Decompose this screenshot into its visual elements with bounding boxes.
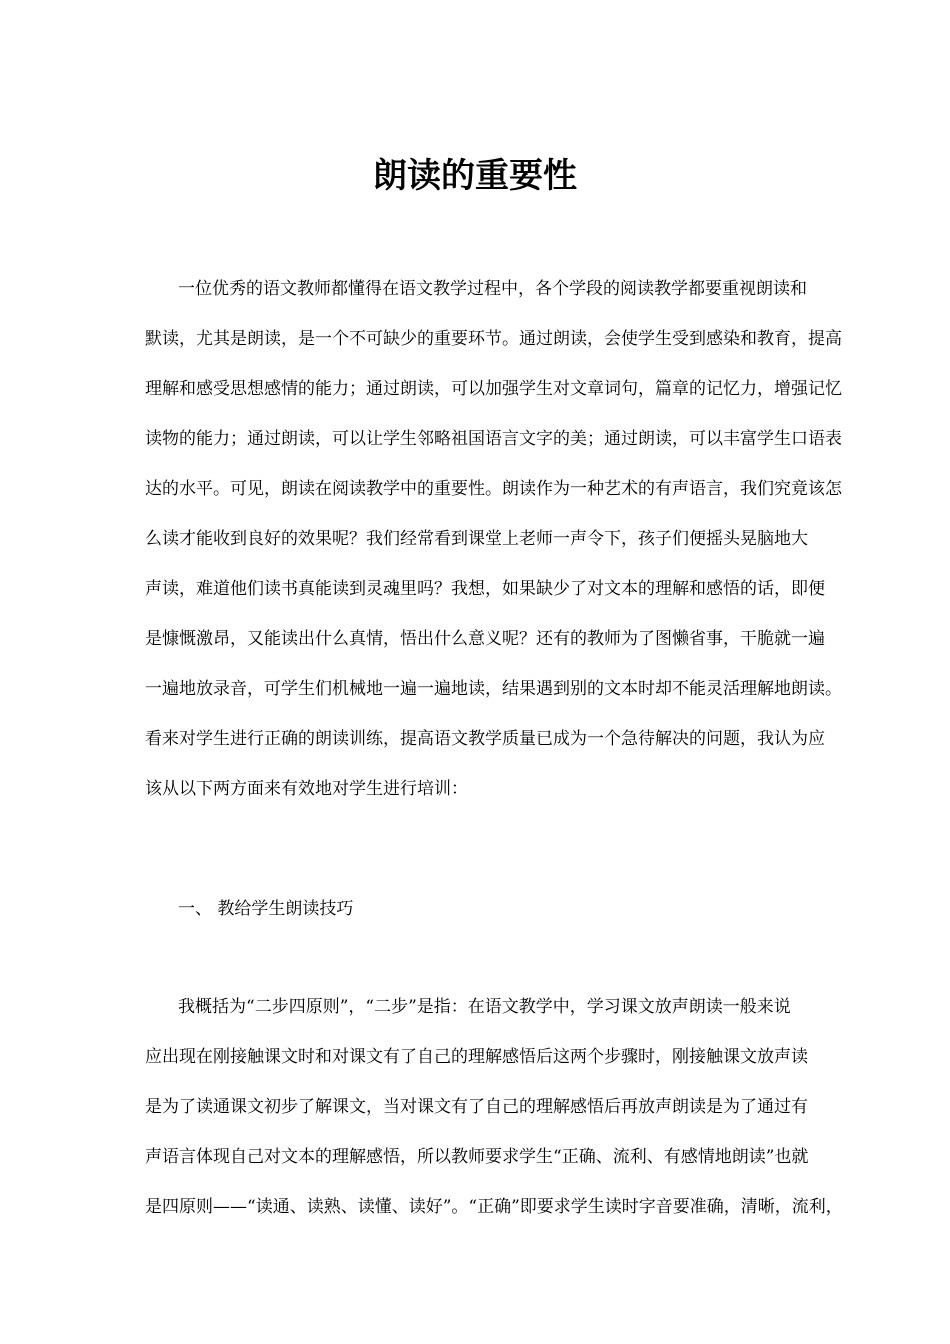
paragraph-line: 理解和感受思想感情的能力；通过朗读，可以加强学生对文章词句，篇章的记忆力，增强记忆 <box>145 379 842 399</box>
paragraph-line: 声读，难道他们读书真能读到灵魂里吗？我想，如果缺少了对文本的理解和感悟的话，即便 <box>145 579 825 599</box>
document-title: 朗读的重要性 <box>373 156 577 196</box>
paragraph-line: 一遍地放录音，可学生们机械地一遍一遍地读，结果遇到别的文本时却不能灵活理解地朗读。 <box>145 679 842 699</box>
paragraph-line: 读物的能力；通过朗读，可以让学生邻略祖国语言文字的美；通过朗读，可以丰富学生口语表 <box>145 429 842 449</box>
section-heading: 一、 教给学生朗读技巧 <box>178 899 354 919</box>
paragraph-line: 看来对学生进行正确的朗读训练，提高语文教学质量已成为一个急待解决的问题，我认为应 <box>145 729 825 749</box>
paragraph-line: 达的水平。可见，朗读在阅读教学中的重要性。朗读作为一种艺术的有声语言，我们究竟该怎 <box>145 479 842 499</box>
paragraph-line: 是慷慨激昂，又能读出什么真情，悟出什么意义呢？还有的教师为了图懒省事，干脆就一遍 <box>145 629 825 649</box>
paragraph-line: 默读，尤其是朗读，是一个不可缺少的重要环节。通过朗读，会使学生受到感染和教育，提高 <box>145 329 842 349</box>
paragraph-line: 是四原则——“读通、读熟、读懂、读好”。“正确”即要求学生读时字音要准确，清晰，流利， <box>145 1197 843 1217</box>
paragraph-line: 一位优秀的语文教师都懂得在语文教学过程中，各个学段的阅读教学都要重视朗读和 <box>178 279 807 299</box>
paragraph-line: 声语言体现自己对文本的理解感悟，所以教师要求学生“正确、流利、有感情地朗读”也就 <box>145 1147 809 1167</box>
paragraph-line: 我概括为“二步四原则”，“二步”是指：在语文教学中，学习课文放声朗读一般来说 <box>178 997 791 1017</box>
paragraph-line: 该从以下两方面来有效地对学生进行培训： <box>145 779 468 799</box>
paragraph-line: 应出现在刚接触课文时和对课文有了自己的理解感悟后这两个步骤时，刚接触课文放声读 <box>145 1047 808 1067</box>
paragraph-line: 是为了读通课文初步了解课文，当对课文有了自己的理解感悟后再放声朗读是为了通过有 <box>145 1097 808 1117</box>
paragraph-line: 么读才能收到良好的效果呢？我们经常看到课堂上老师一声令下，孩子们便摇头晃脑地大 <box>145 529 808 549</box>
